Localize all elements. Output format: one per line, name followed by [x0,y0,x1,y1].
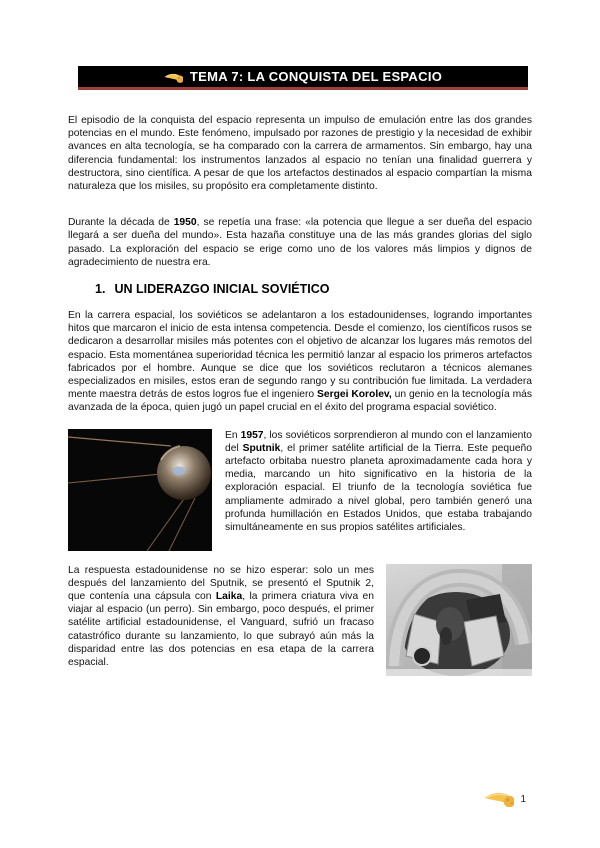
section-title: UN LIDERAZGO INICIAL SOVIÉTICO [114,282,330,297]
page-footer [484,789,526,807]
chapter-title: TEMA 7: LA CONQUISTA DEL ESPACIO [189,69,443,84]
page-number: 1 [520,794,526,805]
laika-media-row [68,564,532,676]
paragraph-sputnik: En 1957, los soviéticos sorprendieron al mundo con el lanzamiento del Sputnik, el primer satélite artificial de la Tierra. Este pequeño artefacto orbitaba nuestro planeta aproximadamente cada hora y media, marcando un hito significativo en la historia de la exploración espacial. El triunfo de la tecnología soviética fue ampliamente admirado a nivel global, pero también generó una profunda humillación en Estados Unidos, que estaba trabajando simultáneamente en sus propios satélites artificiales. [225,429,532,534]
paragraph-intro: El episodio de la conquista del espacio representa un impulso de emulación entre las dos grandes potencias en el mundo. Este fenómeno, impulsado por razones de prestigio y la necesidad de exhibir avances en alta tecnología, se ha comparado con la carrera de armamentos. Sin embargo, hay una diferencia fundamental: los instrumentos lanzados al espacio no tenían una finalidad guerrera y destructora, sino científica. A pesar de que los artefactos destinados al espacio compartían la misma naturaleza que los misiles, su propósito era completamente distinto. [68,115,532,193]
sputnik-media-row [68,429,532,551]
paragraph-soviet-lead: En la carrera espacial, los soviéticos se adelantaron a los estadounidenses, logrando importantes hitos que marcaron el inicio de esta intensa competencia. Desde el comienzo, los científicos rusos se dedicaron a desarrollar misiles más potentes con el objetivo de alcanzar los lugares más remotos del espacio. Esta momentánea superioridad técnica les permitió lanzar al espacio los primeros artefactos fabricados por el hombre. Aunque se dice que los soviéticos reclutaron a técnicos alemanes especializados en misiles, estos eran de segundo rango y su contribución fue limitada. La verdadera mente maestra detrás de estos logros fue el ingeniero Sergei Korolev, un genio en la tecnología más avanzada de la época, quien jugó un papel crucial en el éxito del programa espacial soviético. [68,310,533,414]
section-number: 1. [95,282,106,297]
paragraph-1950-quote: Durante la década de 1950, se repetía una frase: «la potencia que llegue a ser dueña del espacio llegará a ser dueña del mundo». Esta hazaña constituye una de las más grandes glorias del siglo pasado. La exploración del espacio se erige como uno de los valores más limpios y dignos de agradecimiento de nuestra era. [68,217,532,268]
section-heading [95,282,532,296]
comet-icon [484,789,514,807]
sputnik-photo [68,429,212,551]
comet-icon [164,71,183,83]
laika-photo [386,564,532,676]
chapter-banner [78,66,528,90]
paragraph-laika: La respuesta estadounidense no se hizo esperar: solo un mes después del lanzamiento del Sputnik, se presentó el Sputnik 2, que contenía una cápsula con Laika, la primera criatura viva en viajar al espacio (un perro). Sin embargo, poco después, el primer satélite artificial estadounidense, el Vanguard, sufrió un fracaso catastrófico durante su lanzamiento, lo que subrayó aún más la disparidad entre las dos potencias en esa etapa de la carrera espacial. [68,564,375,669]
